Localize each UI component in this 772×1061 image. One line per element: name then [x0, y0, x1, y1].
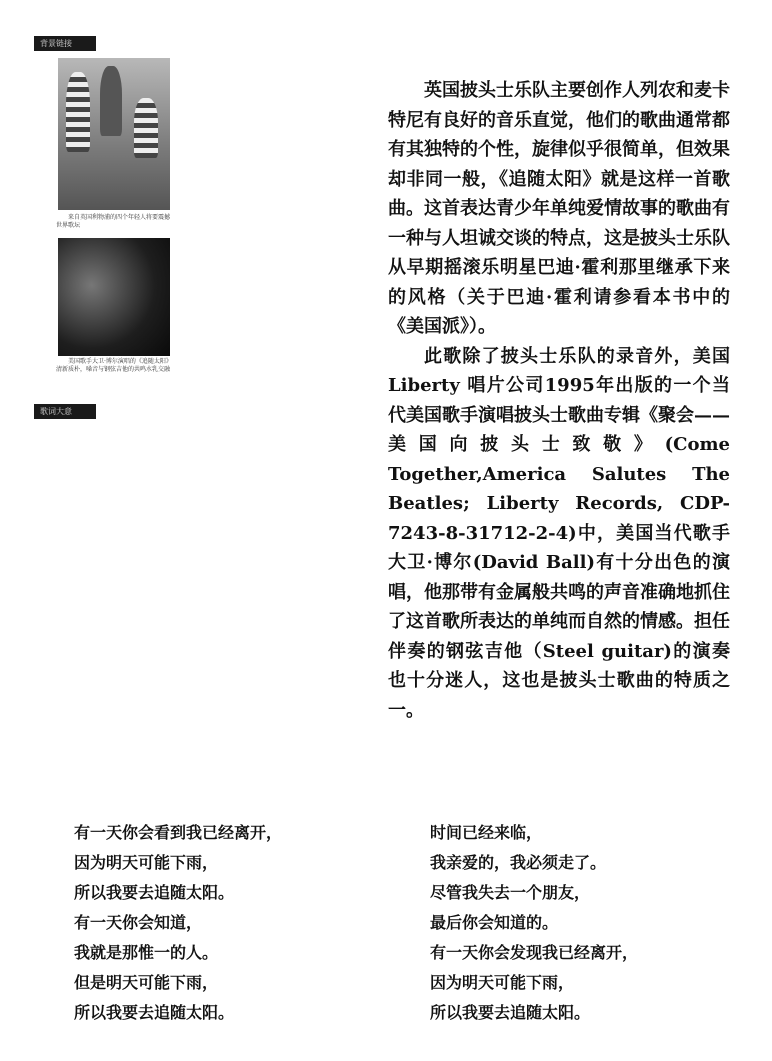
- article-paragraph: 英国披头士乐队主要创作人列农和麦卡特尼有良好的音乐直觉，他们的歌曲通常都有其独特的个性，旋律似乎很简单，但效果却非同一般，《追随太阳》就是这样一首歌曲。这首表达青少年单纯爱情故事的歌曲有一种与人坦诚交谈的特点，这是披头士乐队从早期摇滚乐明星巴迪·霍利那里继承下来的风格（关于巴迪·霍利请参看本书中的《美国派》）。: [388, 80, 730, 337]
- lyric-line: 我亲爱的，我必须走了。: [430, 853, 607, 872]
- photo2-caption: 美国歌手大卫·博尔演唱的《追随太阳》清新质朴，嗓音与钢弦吉他的共鸣水乳交融: [56, 358, 171, 373]
- lyric-line: 所以我要去追随太阳。: [74, 1003, 235, 1022]
- lyric-line: 我就是那惟一的人。: [74, 943, 219, 962]
- lyrics-left-column: [74, 818, 282, 1028]
- band-photo: [58, 58, 170, 210]
- lyrics-right-column: [430, 818, 638, 1028]
- lyrics-meaning-label: 歌词大意: [34, 404, 96, 419]
- sidebar: [30, 36, 180, 416]
- lyric-line: 但是明天可能下雨，: [74, 973, 219, 992]
- lyric-line: 所以我要去追随太阳。: [430, 1003, 591, 1022]
- lyric-line: 因为明天可能下雨，: [430, 973, 575, 992]
- lyric-line: 所以我要去追随太阳。: [74, 883, 235, 902]
- lyric-line: 有一天你会发现我已经离开，: [430, 943, 639, 962]
- lyric-line: 最后你会知道的。: [430, 913, 559, 932]
- lyric-line: 尽管我失去一个朋友，: [430, 883, 591, 902]
- background-link-label: 背景链接: [34, 36, 96, 51]
- lyric-line: 因为明天可能下雨，: [74, 853, 219, 872]
- lyric-line: 有一天你会看到我已经离开，: [74, 823, 283, 842]
- article-paragraph: 此歌除了披头士乐队的录音外，美国Liberty 唱片公司1995年出版的一个当代美国歌手演唱披头士歌曲专辑《聚会——美国向披头士致敬》(Come Together,America Salutes The Beatles; Liberty Records, CDP-7243-8-31712-2-4)中，美国当代歌手大卫·博尔(David Ball)有十分出色的演唱，他那带有金属般共鸣的声音准确地抓住了这首歌所表达的单纯而自然的情感。担任伴奏的钢弦吉他（Steel guitar)的演奏也十分迷人，这也是披头士歌曲的特质之一。: [388, 345, 730, 721]
- lyric-line: 有一天你会知道，: [74, 913, 203, 932]
- article-body: [388, 76, 730, 725]
- lyric-line: 时间已经来临，: [430, 823, 543, 842]
- photo1-caption: 来自英国利物浦的四个年轻人将要震撼世界歌坛: [56, 214, 171, 229]
- singer-photo: [58, 238, 170, 356]
